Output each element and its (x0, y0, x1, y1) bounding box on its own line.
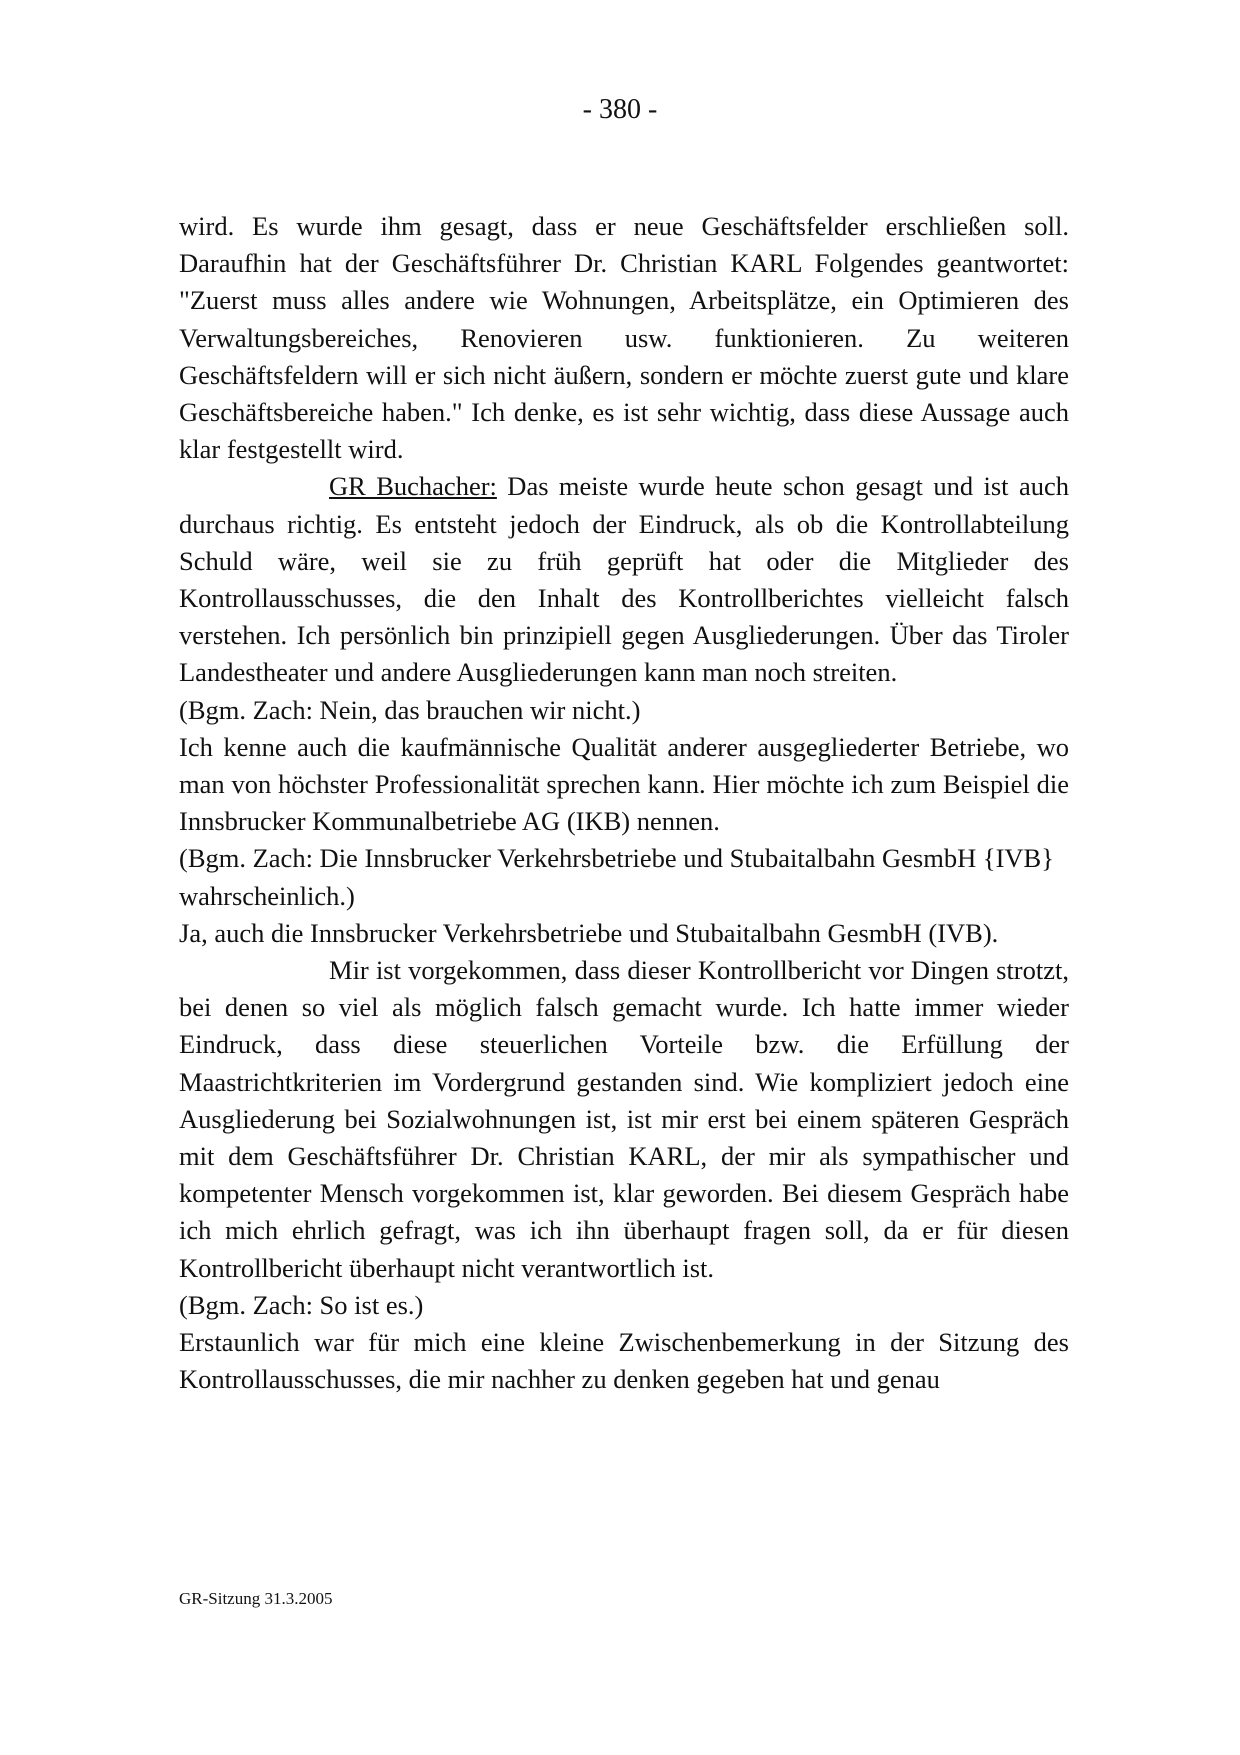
footer-session-date: GR-Sitzung 31.3.2005 (179, 1589, 333, 1608)
page-number: - 380 - (582, 94, 658, 125)
speaker-text: Das meiste wurde heute schon gesagt und ist auch durchaus richtig. Es entsteht jedoch der Eindruck, als ob die Kontrollabteilung Schuld wäre, weil sie zu früh geprüft hat oder die Mitglieder des Kontrollausschusses, die den Inhalt des Kontrollberichtes vielleicht falsch verstehen. Ich persönlich bin prinzipiell gegen Ausgliederungen. Über das Tiroler Landestheater und andere Ausgliederungen kann man noch streiten. (179, 471, 1069, 688)
interjection-zach-1: (Bgm. Zach: Nein, das brauchen wir nicht.) (179, 694, 641, 725)
document-body (179, 208, 1069, 1399)
paragraph-ivb: Ja, auch die Innsbrucker Verkehrsbetriebe und Stubaitalbahn GesmbH (IVB). (179, 917, 999, 948)
paragraph-kontrollbericht: Mir ist vorgekommen, dass dieser Kontrollbericht vor Dingen strotzt, bei denen so viel als möglich falsch gemacht wurde. Ich hatte immer wieder Eindruck, dass diese steuerlichen Vorteile bzw. die Erfüllung der Maastrichtkriterien im Vordergrund gestanden sind. Wie kompliziert jedoch eine Ausgliederung bei Sozialwohnungen ist, ist mir erst bei einem späteren Gespräch mit dem Geschäftsführer Dr. Christian KARL, der mir als sympathischer und kompetenter Mensch vorgekommen ist, klar geworden. Bei diesem Gespräch habe ich mich ehrlich gefragt, was ich ihn überhaupt fragen soll, da er für diesen Kontrollbericht überhaupt nicht verantwortlich ist. (179, 955, 1069, 1283)
paragraph-karl-statement: wird. Es wurde ihm gesagt, dass er neue Geschäftsfelder erschließen soll. Daraufhin hat der Geschäftsführer Dr. Christian KARL Folgendes geantwortet: "Zuerst muss alles andere wie Wohnungen, Arbeitsplätze, ein Optimieren des Verwaltungsbereiches, Renovieren usw. funktionieren. Zu weiteren Geschäftsfeldern will er sich nicht äußern, sondern er möchte zuerst gute und klare Geschäftsbereiche haben." Ich denke, es ist sehr wichtig, dass diese Aussage auch klar festgestellt wird. (179, 211, 1069, 465)
paragraph-buchacher (179, 468, 1069, 691)
paragraph-zwischenbemerkung: Erstaunlich war für mich eine kleine Zwischenbemerkung in der Sitzung des Kontrollausschusses, die mir nachher zu denken gegeben hat und genau (179, 1327, 1069, 1395)
interjection-zach-2: (Bgm. Zach: Die Innsbrucker Verkehrsbetriebe und Stubaitalbahn GesmbH {IVB} wahrscheinlich.) (179, 843, 1054, 911)
speaker-label: GR Buchacher: (329, 471, 497, 502)
interjection-zach-3: (Bgm. Zach: So ist es.) (179, 1289, 424, 1320)
paragraph-ikb: Ich kenne auch die kaufmännische Qualität anderer ausgegliederter Betriebe, wo man von höchster Professionalität sprechen kann. Hier möchte ich zum Beispiel die Innsbrucker Kommunalbetriebe AG (IKB) nennen. (179, 731, 1069, 837)
